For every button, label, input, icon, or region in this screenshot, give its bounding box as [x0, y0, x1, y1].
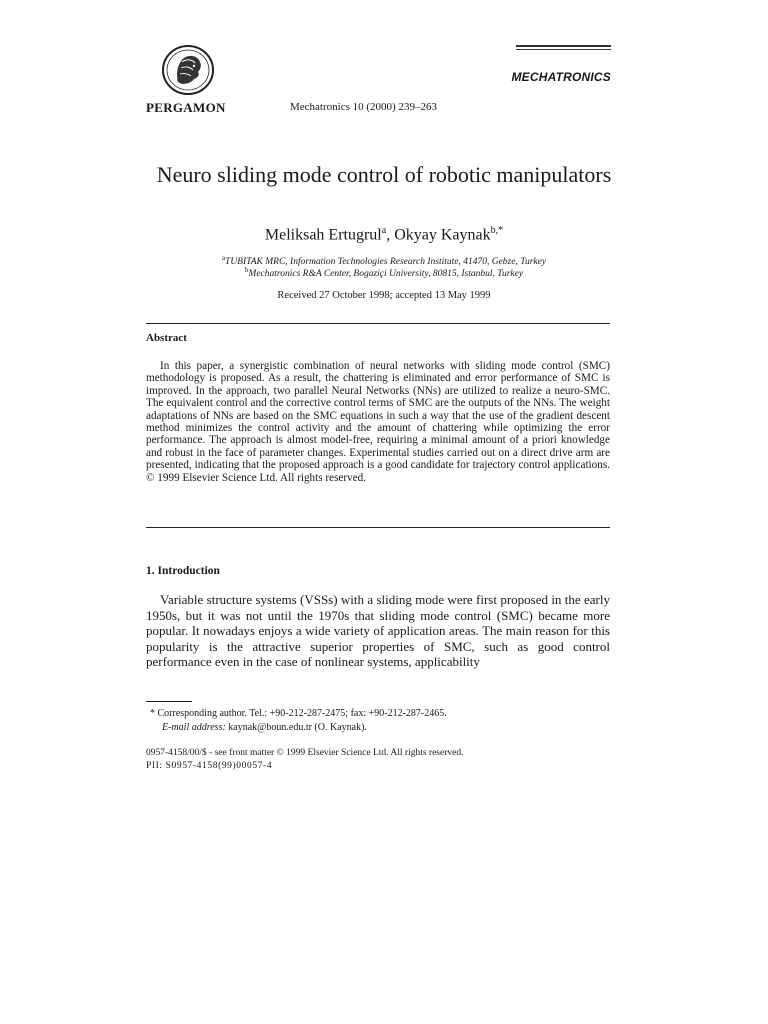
footnote [150, 707, 447, 735]
section-heading-introduction: 1. Introduction [146, 565, 220, 577]
abstract-heading: Abstract [146, 332, 187, 344]
introduction-body: Variable structure systems (VSSs) with a sliding mode were first proposed in the early 1950s, but it was not until the 1970s that sliding mode control (SMC) became more popular. It nowadays enjoys a wide variety of application areas. The main reason for this popularity is the attractive superior properties of SMC, such as good control performance even in the case of nonlinear systems, applicability [146, 592, 610, 669]
publisher-logo-icon [160, 44, 216, 96]
abstract-bottom-rule [146, 527, 610, 528]
affiliation [146, 266, 622, 279]
affiliation-mark: b [244, 266, 249, 274]
author-separator: , [386, 226, 395, 244]
email-label: E-mail address: [162, 722, 226, 733]
author-affiliation-mark: a [381, 225, 387, 236]
author-list [146, 225, 622, 244]
affiliation-text: Mechatronics R&A Center, Bogaziçi University, 80815, Istanbul, Turkey [248, 269, 524, 280]
author-name: Meliksah Ertugrul [264, 226, 382, 244]
affiliation-mark: a [221, 254, 226, 262]
journal-name: MECHATRONICS [511, 70, 611, 84]
issn-line: 0957-4158/00/$ - see front matter © 1999 Elsevier Science Ltd. All rights reserved. [146, 748, 464, 758]
header-rule-thin [516, 49, 611, 50]
author-name: Okyay Kaynak [394, 226, 491, 244]
journal-citation: Mechatronics 10 (2000) 239–263 [290, 101, 437, 113]
publisher-name: PERGAMON [146, 100, 226, 115]
footnote-email-line [150, 721, 447, 735]
affiliation-text: TUBITAK MRC, Information Technologies Research Institute, 41470, Gebze, Turkey [225, 257, 547, 268]
abstract-body: In this paper, a synergistic combination of neural networks with sliding mode control (SMC) methodology is proposed. As a result, the chattering is eliminated and error performance of SMC is improved. In the approach, two parallel Neural Networks (NNs) are utilized to realize a neuro-SMC. The equivalent control and the corrective control terms of SMC are the outputs of the NNs. The weight adaptations of NNs are based on the SMC equations in such a way that the use of the gradient descent method minimizes the control activity and the amount of chattering while optimizing the error performance. The approach is almost model-free, requiring a minimal amount of a priori knowledge and robust in the face of parameter changes. Experimental studies carried out on a direct drive arm are presented, indicating that the proposed approach is a good candidate for trajectory control applications. © 1999 Elsevier Science Ltd. All rights reserved. [146, 360, 610, 484]
pii-line: PII: S0957-4158(99)00057-4 [146, 761, 273, 771]
article-title: Neuro sliding mode control of robotic manipulators [156, 162, 612, 187]
footnote-rule [146, 701, 192, 702]
footnote-corresponding-author: * Corresponding author. Tel.: +90-212-287-2475; fax: +90-212-287-2465. [150, 708, 447, 719]
email-address: kaynak@boun.edu.tr (O. Kaynak). [228, 722, 367, 733]
header-rule [516, 45, 611, 47]
received-dates: Received 27 October 1998; accepted 13 May 1999 [277, 290, 491, 301]
abstract-top-rule [146, 323, 610, 324]
author-affiliation-mark: b,* [490, 225, 504, 236]
